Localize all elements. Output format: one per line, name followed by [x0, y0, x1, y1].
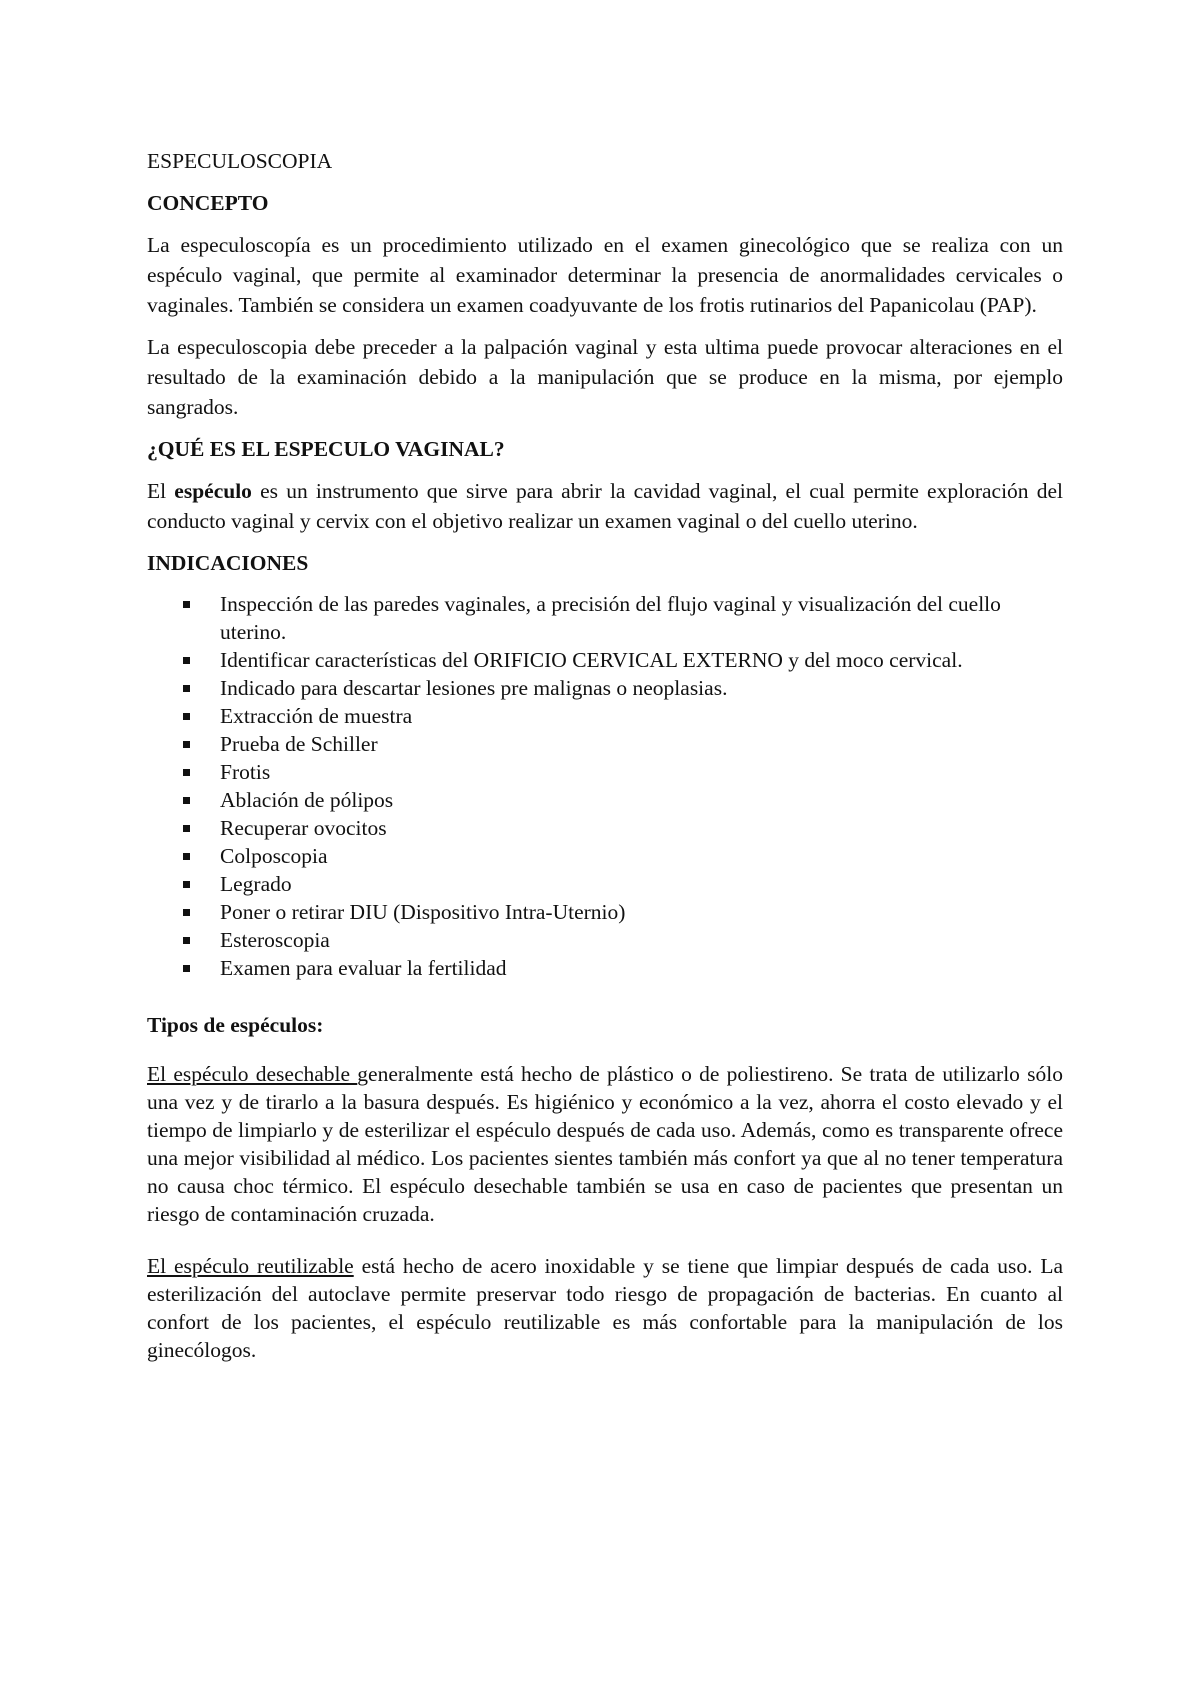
concepto-paragraph-2: La especuloscopia debe preceder a la palpación vaginal y esta ultima puede provocar alteraciones en el resultado de la examinación debido a la manipulación que se produce en la misma, por ejemplo sangrados.: [147, 335, 1063, 419]
desechable-text: generalmente está hecho de plástico o de poliestireno. Se trata de utilizarlo sólo una vez y de tirarlo a la basura después. Es higiénico y económico a la vez, ahorra el costo elevado y el tiempo de limpiarlo y de esterilizar el espéculo después de cada uso. Además, como es transparente ofrece una mejor visibilidad al médico. Los pacientes sientes también más confort ya que al no tener temperatura no causa choc térmico. El espéculo desechable también se usa en caso de pacientes que presentan un riesgo de contaminación cruzada.: [147, 1062, 1063, 1226]
list-item: [220, 674, 1063, 702]
que-es-prefix: El: [147, 479, 175, 503]
square-bullet-icon: [183, 601, 190, 608]
square-bullet-icon: [183, 937, 190, 944]
tipos-heading: Tipos de espéculos:: [147, 1013, 324, 1037]
square-bullet-icon: [183, 741, 190, 748]
list-item-text: Recuperar ovocitos: [220, 816, 387, 840]
list-item: [220, 898, 1063, 926]
square-bullet-icon: [183, 713, 190, 720]
list-item: [220, 590, 1063, 646]
list-item-text: Colposcopia: [220, 844, 328, 868]
que-es-rest: es un instrumento que sirve para abrir la cavidad vaginal, el cual permite exploración del conducto vaginal y cervix con el objetivo realizar un examen vaginal o del cuello uterino.: [147, 479, 1063, 533]
indicaciones-heading: INDICACIONES: [147, 551, 309, 575]
square-bullet-icon: [183, 965, 190, 972]
list-item-text: Indicado para descartar lesiones pre malignas o neoplasias.: [220, 676, 728, 700]
square-bullet-icon: [183, 881, 190, 888]
list-item-text: Inspección de las paredes vaginales, a precisión del flujo vaginal y visualización del cuello uterino.: [220, 592, 1001, 644]
list-item: [220, 786, 1063, 814]
concepto-heading: CONCEPTO: [147, 191, 269, 215]
que-es-heading: ¿QUÉ ES EL ESPECULO VAGINAL?: [147, 437, 505, 461]
concepto-paragraph-1: La especuloscopía es un procedimiento utilizado en el examen ginecológico que se realiza con un espéculo vaginal, que permite al examinador determinar la presencia de anormalidades cervicales o vaginales. También se considera un examen coadyuvante de los frotis rutinarios del Papanicolau (PAP).: [147, 233, 1063, 317]
reutilizable-paragraph: [147, 1252, 1063, 1364]
square-bullet-icon: [183, 769, 190, 776]
list-item: [220, 814, 1063, 842]
square-bullet-icon: [183, 685, 190, 692]
list-item-text: Ablación de pólipos: [220, 788, 394, 812]
square-bullet-icon: [183, 853, 190, 860]
list-item: [220, 926, 1063, 954]
list-item-text: Identificar características del ORIFICIO CERVICAL EXTERNO y del moco cervical.: [220, 648, 963, 672]
list-item: [220, 646, 1063, 674]
list-item-text: Frotis: [220, 760, 271, 784]
reutilizable-text: está hecho de acero inoxidable y se tiene que limpiar después de cada uso. La esterilización del autoclave permite preservar todo riesgo de propagación de bacterias. En cuanto al confort de los pacientes, el espéculo reutilizable es más confortable para la manipulación de los ginecólogos.: [147, 1254, 1063, 1362]
list-item-text: Legrado: [220, 872, 292, 896]
list-item: [220, 870, 1063, 898]
desechable-paragraph: [147, 1060, 1063, 1228]
list-item-text: Prueba de Schiller: [220, 732, 378, 756]
square-bullet-icon: [183, 657, 190, 664]
list-item: [220, 842, 1063, 870]
square-bullet-icon: [183, 825, 190, 832]
reutilizable-label: El espéculo reutilizable: [147, 1254, 354, 1278]
indicaciones-list: [147, 590, 1063, 982]
list-item-text: Poner o retirar DIU (Dispositivo Intra-Uternio): [220, 900, 626, 924]
desechable-label: El espéculo desechable: [147, 1062, 358, 1086]
document-title: ESPECULOSCOPIA: [147, 149, 333, 173]
list-item-text: Esteroscopia: [220, 928, 330, 952]
list-item-text: Extracción de muestra: [220, 704, 413, 728]
list-item: [220, 730, 1063, 758]
que-es-bold-term: espéculo: [174, 479, 252, 503]
square-bullet-icon: [183, 909, 190, 916]
list-item: [220, 702, 1063, 730]
document-page: [147, 146, 1063, 1388]
list-item: [220, 758, 1063, 786]
que-es-paragraph: [147, 476, 1063, 536]
list-item: [220, 954, 1063, 982]
list-item-text: Examen para evaluar la fertilidad: [220, 956, 507, 980]
square-bullet-icon: [183, 797, 190, 804]
